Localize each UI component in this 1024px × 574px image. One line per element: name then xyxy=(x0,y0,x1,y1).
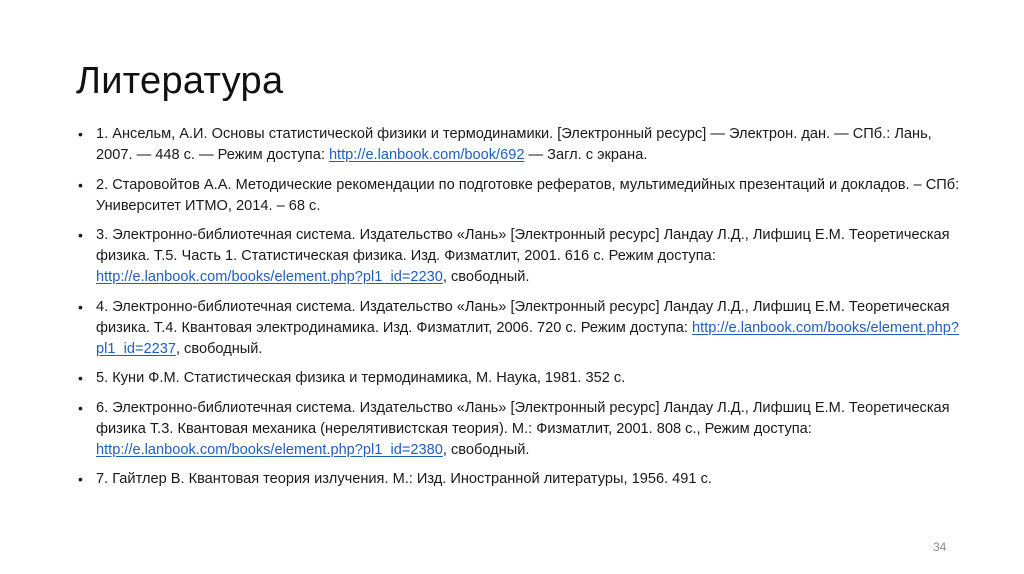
reference-link[interactable]: http://e.lanbook.com/books/element.php?pl1_id=2237 xyxy=(96,319,959,357)
reference-item-6 xyxy=(76,398,966,461)
bullet-icon: • xyxy=(78,176,83,193)
bullet-icon: • xyxy=(78,370,83,386)
bullet-icon: • xyxy=(78,126,83,142)
reference-text: 2. Старовойтов А.А. Методические рекомендации по подготовке рефератов, мультимедийных презентаций и докладов. – СПб: Университет ИТМО, 2014. – 68 с. xyxy=(96,176,960,214)
reference-text: 1. Ансельм, А.И. Основы статистической физики и термодинамики. [Электронный ресурс] — Электрон. дан. — СПб.: Лань, 2007. — 448 с. — Режим доступа: xyxy=(96,126,932,163)
slide-title: Литература xyxy=(76,60,284,102)
reference-link[interactable]: http://e.lanbook.com/books/element.php?pl1_id=2380 xyxy=(96,441,443,458)
page-number: 34 xyxy=(933,540,947,554)
reference-text: 3. Электронно-библиотечная система. Издательство «Лань» [Электронный ресурс] Ландау Л.Д., Лифшиц Е.М. Теоретическая физика. Т.5. Часть 1. Статистическая физика. Изд. Физматлит, 2001. 616 с. Режим доступа: xyxy=(96,227,950,264)
bullet-icon: • xyxy=(78,227,83,243)
reference-item-4 xyxy=(76,297,966,360)
reference-link[interactable]: http://e.lanbook.com/book/692 xyxy=(328,147,525,163)
reference-text: 5. Куни Ф.М. Статистическая физика и термодинамика, М. Наука, 1981. 352 с. xyxy=(96,370,626,386)
reference-text: 7. Гайтлер В. Квантовая теория излучения. М.: Изд. Иностранной литературы, 1956. 491 с. xyxy=(96,471,712,487)
reference-text-suffix: , свободный. xyxy=(442,269,530,285)
bullet-icon: • xyxy=(78,399,83,416)
reference-item-5 xyxy=(76,368,966,389)
bullet-icon: • xyxy=(78,471,83,487)
reference-text: 4. Электронно-библиотечная система. Издательство «Лань» [Электронный ресурс] Ландау Л.Д., Лифшиц Е.М. Теоретическая физика. Т.4. Квантовая электродинамика. Изд. Физматлит, 2006. 720 с. Режим доступа: xyxy=(96,298,950,336)
bullet-icon: • xyxy=(78,298,83,315)
reference-list xyxy=(76,124,966,499)
reference-text: 6. Электронно-библиотечная система. Издательство «Лань» [Электронный ресурс] Ландау Л.Д., Лифшиц Е.М. Теоретическая физика Т.3. Квантовая механика (нерелятивистская теория). М.: Физматлит, 2001. 808 с., Режим доступа: xyxy=(96,399,950,437)
reference-item-3 xyxy=(76,225,966,288)
reference-item-2 xyxy=(76,175,966,217)
reference-item-1 xyxy=(76,124,966,166)
reference-link[interactable]: http://e.lanbook.com/books/element.php?pl1_id=2230 xyxy=(96,269,443,285)
reference-text-suffix: — Загл. с экрана. xyxy=(524,147,648,163)
reference-text-suffix: , свободный. xyxy=(442,441,530,458)
reference-text-suffix: , свободный. xyxy=(175,340,263,357)
reference-item-7 xyxy=(76,469,966,490)
